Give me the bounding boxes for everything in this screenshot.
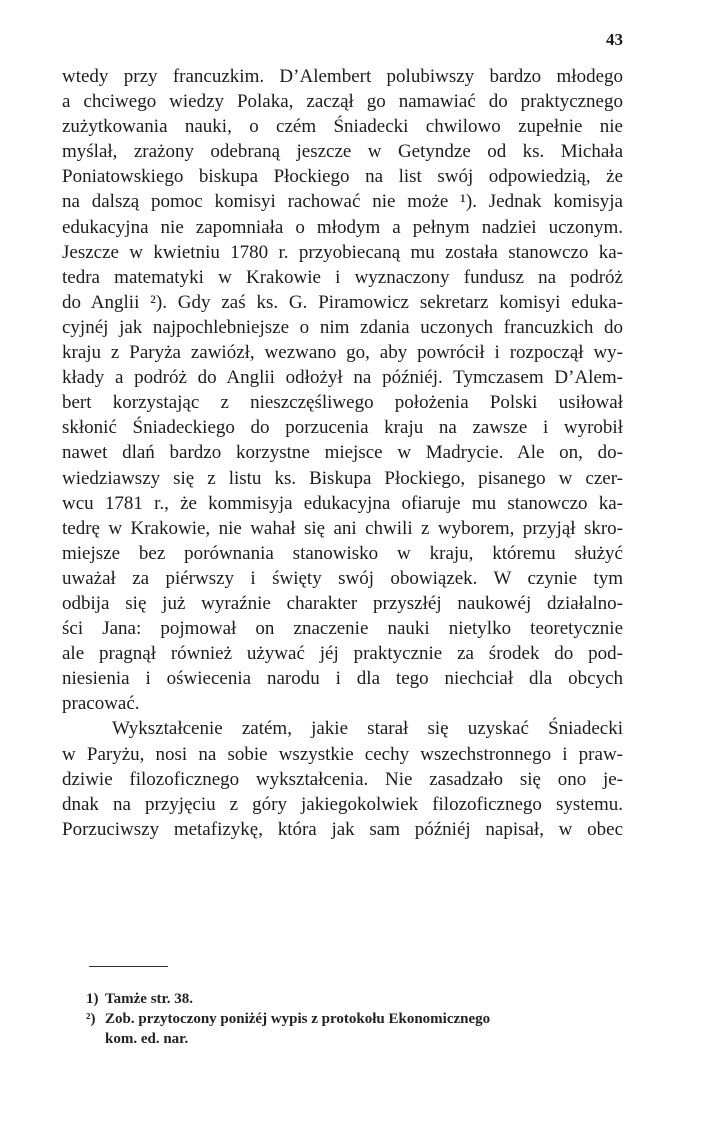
- text-line: tedrę w Krakowie, nie wahał się ani chwili z wyborem, przyjął skro-: [62, 517, 623, 539]
- text-line: bert korzystając z nieszczęśliwego położenia Polski usiłował: [62, 392, 623, 414]
- page-number: 43: [606, 30, 623, 49]
- text-line: w Paryżu, nosi na sobie wszystkie cechy wszechstronnego i praw-: [62, 743, 623, 765]
- text-line: Poniatowskiego biskupa Płockiego na list swój odpowiedzią, że: [62, 166, 623, 188]
- text-line: Porzuciwszy metafizykę, która jak sam późniéj napisał, w obec: [62, 818, 623, 840]
- text-line: cyjnéj jak najpochlebniejsze o nim zdania uczonych francuzkich do: [62, 316, 623, 338]
- text-line: wcu 1781 r., że kommisyja edukacyjna ofiaruje mu stanowczo ka-: [62, 492, 623, 514]
- text-line: tedra matematyki w Krakowie i wyznaczony fundusz na podróż: [62, 266, 623, 288]
- footnote-text: Zob. przytoczony poniżéj wypis z protokołu Ekonomicznego: [105, 1011, 491, 1027]
- text-line: Wykształcenie zatém, jakie starał się uzyskać Śniadecki: [112, 718, 623, 740]
- text-line: odbija się już wyraźnie charakter przyszłéj naukowéj działalno-: [62, 592, 623, 614]
- text-line: niesienia i oświecenia narodu i dla tego niechciał dla obcych: [62, 668, 623, 690]
- text-line: kraju z Paryża zawiózł, wezwano go, aby powrócił i rozpoczął wy-: [62, 342, 623, 364]
- body-text: [62, 64, 623, 842]
- text-line: wiedziawszy się z listu ks. Biskupa Płockiego, pisanego w czer-: [62, 467, 623, 489]
- text-line: a chciwego wiedzy Polaka, zaczął go namawiać do praktycznego: [62, 91, 623, 113]
- paragraph-2: [62, 716, 623, 841]
- footnote-1: [86, 989, 626, 1009]
- footnote-mark: 1): [86, 991, 99, 1007]
- footnote-mark: ²): [86, 1011, 96, 1027]
- footnote-2: [86, 1009, 626, 1029]
- text-line: nawet dlań bardzo korzystne miejsce w Madrycie. Ale on, do-: [62, 442, 623, 464]
- footnote-2-continuation: [86, 1029, 626, 1049]
- text-line: zużytkowania nauki, o czém Śniadecki chwilowo zupełnie nie: [62, 116, 623, 138]
- footnote-text: Tamże str. 38.: [105, 991, 194, 1007]
- text-line: do Anglii ²). Gdy zaś ks. G. Piramowicz sekretarz komisyi eduka-: [62, 291, 623, 313]
- text-line: kłady a podróż do Anglii odłożył na późniéj. Tymczasem D’Alem-: [62, 367, 623, 389]
- footnote-text: kom. ed. nar.: [105, 1031, 189, 1047]
- text-line: skłonić Śniadeckiego do porzucenia kraju na zawsze i wyrobił: [62, 417, 623, 439]
- text-line: ale pragnął również używać jéj praktycznie za środek do pod-: [62, 643, 623, 665]
- footnotes: [86, 989, 626, 1049]
- text-line: dnak na przyjęciu z góry jakiegokolwiek filozoficznego systemu.: [62, 793, 623, 815]
- text-line: na dalszą pomoc komisyi rachować nie może ¹). Jednak komisyja: [62, 191, 623, 213]
- text-line: ści Jana: pojmował on znaczenie nauki nietylko teoretycznie: [62, 618, 623, 640]
- text-line: pracować.: [62, 693, 140, 715]
- text-line: wtedy przy francuzkim. D’Alembert polubiwszy bardzo młodego: [62, 66, 623, 87]
- text-line: dziwie filozoficznego wykształcenia. Nie zasadzało się ono je-: [62, 768, 623, 790]
- text-line: uważał za piérwszy i święty swój obowiązek. W czynie tym: [62, 567, 623, 589]
- footnote-divider: [89, 966, 168, 967]
- paragraph-1: [62, 64, 623, 716]
- text-line: myślał, zrażony odebraną jeszcze w Getyndze od ks. Michała: [62, 141, 623, 163]
- text-line: miejsze bez porównania stanowisko w kraju, któremu służyć: [62, 542, 623, 564]
- text-line: edukacyjna nie zapomniała o młodym a pełnym nadziei uczonym.: [62, 216, 623, 238]
- text-line: Jeszcze w kwietniu 1780 r. przyobiecaną mu została stanowczo ka-: [62, 241, 623, 263]
